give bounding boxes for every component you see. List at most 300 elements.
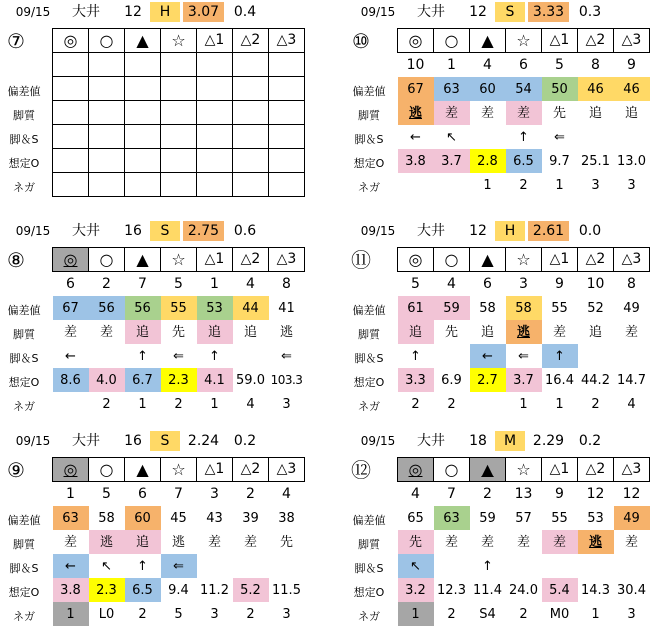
grid-cell: 追 <box>125 320 161 344</box>
pace-badge: H <box>495 221 525 241</box>
grid-cell: 9.7 <box>549 153 570 169</box>
mark-cell: ○ <box>89 29 125 53</box>
grid-cell: 1 <box>210 396 219 412</box>
grid-cell: 59.0 <box>236 372 265 388</box>
mark-cell: △1 <box>197 458 233 482</box>
row-legs-speed <box>398 125 650 149</box>
grid-cell: 58 <box>479 300 496 316</box>
grid-cell: 25.1 <box>581 153 610 169</box>
row-horse-number <box>398 53 650 78</box>
row-legs-speed <box>398 554 650 578</box>
grid-cell: ↑ <box>518 129 529 145</box>
row-label: 脚質 <box>358 328 380 341</box>
pace-badge: S <box>150 221 180 241</box>
index-value-1: 2.61 <box>528 221 569 241</box>
row-legs-speed <box>53 344 305 368</box>
grid-cell <box>197 173 233 197</box>
row-expected-odds <box>53 149 305 173</box>
row-expected-odds <box>398 368 650 392</box>
grid-cell <box>125 53 161 77</box>
grid-cell: 差 <box>552 324 566 340</box>
grid-cell: 6.5 <box>506 149 542 173</box>
row-expected-odds <box>53 578 305 602</box>
grid-cell: 2 <box>246 485 255 502</box>
row-label: 脚＆S <box>9 133 39 146</box>
grid-cell: 差 <box>63 324 77 340</box>
grid-cell: 差 <box>63 534 77 550</box>
grid-cell: 1 <box>519 396 528 412</box>
grid-cell: 9.4 <box>168 582 189 598</box>
grid-cell: 6 <box>66 275 75 292</box>
mark-cell: ◎ <box>53 29 89 53</box>
row-marks <box>53 458 305 482</box>
mark-cell: △1 <box>542 248 578 272</box>
grid-cell: L0 <box>98 606 115 622</box>
grid-cell: 差 <box>480 105 494 121</box>
grid-cell <box>89 101 125 125</box>
grid-cell: 67 <box>53 296 89 320</box>
race-panel <box>0 429 318 625</box>
race-panel <box>0 0 318 196</box>
grid-cell: 追 <box>398 320 434 344</box>
grid-cell: 逃 <box>279 324 293 340</box>
grid-cell: 103.3 <box>270 372 303 387</box>
mark-cell: △3 <box>269 248 305 272</box>
grid-cell <box>161 149 197 173</box>
track-name: 大井 <box>417 223 445 239</box>
grid-cell: 8 <box>627 275 636 292</box>
index-value-2: 0.6 <box>233 223 257 239</box>
row-running-style <box>53 530 305 554</box>
runner-count: 16 <box>124 433 142 449</box>
grid-cell: 67 <box>398 77 434 101</box>
grid-cell <box>614 344 650 368</box>
grid-cell: 3.8 <box>398 149 434 173</box>
row-deviation <box>53 296 305 320</box>
grid-cell: ↑ <box>137 558 148 574</box>
index-value-1: 2.75 <box>183 221 224 241</box>
row-expected-odds <box>398 149 650 173</box>
grid-cell: 24.0 <box>509 582 538 598</box>
grid-cell <box>89 53 125 77</box>
grid-cell: 6.7 <box>125 368 161 392</box>
race-date: 09/15 <box>15 434 51 448</box>
row-label: 偏差値 <box>352 514 386 527</box>
pace-badge: S <box>495 2 525 22</box>
grid-cell: 1 <box>447 56 456 73</box>
grid-cell: 1 <box>483 177 492 193</box>
grid-cell: 2 <box>519 606 528 622</box>
mark-cell: △2 <box>233 29 269 53</box>
race-number: ⑦ <box>7 29 25 53</box>
race-panel <box>0 219 318 415</box>
grid-cell: 追 <box>588 105 602 121</box>
grid-cell: 4 <box>246 275 255 292</box>
grid-cell <box>434 173 470 197</box>
row-negative <box>398 392 650 416</box>
grid-cell: 1 <box>398 602 434 626</box>
mark-cell: △1 <box>197 29 233 53</box>
mark-cell: ◎ <box>398 29 434 53</box>
race-panel <box>345 0 663 196</box>
grid-cell: 差 <box>99 324 113 340</box>
row-label: 偏差値 <box>7 514 41 527</box>
grid-cell: 60 <box>470 77 506 101</box>
row-deviation <box>398 296 650 320</box>
grid-cell <box>470 125 506 149</box>
grid-cell: 2 <box>483 485 492 502</box>
mark-cell: ▲ <box>470 458 506 482</box>
grid-cell: 6.9 <box>441 372 462 388</box>
grid-cell: 4 <box>627 396 636 412</box>
grid-cell: 2 <box>102 396 111 412</box>
grid-cell: 差 <box>542 530 578 554</box>
mark-cell: ○ <box>434 248 470 272</box>
pace-badge: S <box>150 431 180 451</box>
grid-cell: 39 <box>242 510 259 526</box>
grid-cell: 先 <box>552 105 566 121</box>
row-legs-speed <box>53 554 305 578</box>
grid-cell: ← <box>65 348 76 364</box>
row-label: 脚質 <box>358 538 380 551</box>
row-expected-odds <box>398 578 650 602</box>
grid-cell: 1 <box>138 396 147 412</box>
grid-cell <box>233 101 269 125</box>
mark-cell: ○ <box>89 248 125 272</box>
mark-cell: ▲ <box>470 29 506 53</box>
grid-cell <box>53 53 89 77</box>
grid-cell <box>269 554 305 578</box>
grid-cell: 1 <box>555 396 564 412</box>
row-label: 脚＆S <box>9 562 39 575</box>
grid-cell: 49 <box>614 506 650 530</box>
row-label: 想定O <box>8 157 40 170</box>
row-horse-number <box>53 53 305 77</box>
prediction-grid <box>52 28 305 197</box>
row-horse-number <box>53 482 305 507</box>
grid-cell: 1 <box>210 275 219 292</box>
grid-cell: 2 <box>174 396 183 412</box>
grid-cell: ↑ <box>209 348 220 364</box>
grid-cell: 1 <box>591 606 600 622</box>
row-label: 脚＆S <box>354 352 384 365</box>
grid-cell: 2 <box>519 177 528 193</box>
grid-cell <box>269 125 305 149</box>
grid-cell: 差 <box>480 534 494 550</box>
index-value-1: 2.29 <box>532 433 565 449</box>
mark-cell: ◎ <box>398 458 434 482</box>
runner-count: 18 <box>469 433 487 449</box>
grid-cell <box>53 77 89 101</box>
grid-cell: ⇐ <box>161 554 197 578</box>
grid-cell: 1 <box>555 177 564 193</box>
row-marks <box>398 458 650 482</box>
mark-cell: △1 <box>197 248 233 272</box>
mark-cell: △3 <box>614 248 650 272</box>
grid-cell: 6 <box>138 485 147 502</box>
grid-cell: 差 <box>516 534 530 550</box>
grid-cell: 追 <box>197 320 233 344</box>
row-label: 想定O <box>8 376 40 389</box>
row-label: 脚＆S <box>354 562 384 575</box>
row-negative <box>53 173 305 197</box>
row-expected-odds <box>53 368 305 392</box>
grid-cell: 13.0 <box>617 153 646 169</box>
grid-cell <box>161 125 197 149</box>
grid-cell: 3 <box>519 275 528 292</box>
grid-cell: 50 <box>542 77 578 101</box>
mark-cell: △2 <box>233 248 269 272</box>
grid-cell <box>269 101 305 125</box>
grid-cell: 9 <box>555 485 564 502</box>
grid-cell <box>89 125 125 149</box>
grid-cell <box>269 173 305 197</box>
mark-cell: △2 <box>578 29 614 53</box>
grid-cell <box>578 125 614 149</box>
grid-cell: 56 <box>125 296 161 320</box>
mark-cell: ☆ <box>506 248 542 272</box>
pace-badge: H <box>150 2 180 22</box>
grid-cell: 3 <box>627 177 636 193</box>
runner-count: 12 <box>469 223 487 239</box>
row-deviation <box>398 506 650 530</box>
grid-cell: 3.8 <box>53 578 89 602</box>
grid-cell: 2.8 <box>470 149 506 173</box>
grid-cell <box>269 77 305 101</box>
grid-cell: 2 <box>447 396 456 412</box>
row-label: 脚質 <box>13 109 35 122</box>
index-value-2: 0.0 <box>578 223 602 239</box>
race-header <box>345 219 663 241</box>
grid-cell: 1 <box>53 602 89 626</box>
mark-cell: ○ <box>434 458 470 482</box>
mark-cell: ▲ <box>125 458 161 482</box>
row-label: 脚質 <box>13 328 35 341</box>
row-negative <box>53 602 305 626</box>
grid-cell: 2.3 <box>89 578 125 602</box>
race-panel <box>345 429 663 625</box>
grid-cell: 9 <box>627 56 636 73</box>
grid-cell: 10 <box>586 275 605 292</box>
row-deviation <box>398 77 650 101</box>
mark-cell: △1 <box>542 458 578 482</box>
pace-badge: M <box>495 431 525 451</box>
race-header <box>0 219 318 241</box>
row-legs-speed <box>53 125 305 149</box>
mark-cell: △3 <box>269 458 305 482</box>
grid-cell <box>197 125 233 149</box>
row-marks <box>398 29 650 53</box>
track-name: 大井 <box>72 433 100 449</box>
grid-cell: 先 <box>171 324 185 340</box>
grid-cell <box>233 173 269 197</box>
grid-cell: 7 <box>138 275 147 292</box>
grid-cell <box>542 554 578 578</box>
grid-cell: 2 <box>246 606 255 622</box>
grid-cell: 4 <box>282 485 291 502</box>
grid-cell: 13 <box>514 485 533 502</box>
mark-cell: ▲ <box>125 29 161 53</box>
row-negative <box>398 173 650 197</box>
row-label: 脚＆S <box>9 352 39 365</box>
grid-cell: 1 <box>66 485 75 502</box>
grid-cell: 5 <box>102 485 111 502</box>
grid-cell: 3.3 <box>398 368 434 392</box>
grid-cell: 7 <box>174 485 183 502</box>
race-header <box>345 0 663 22</box>
grid-cell: 12 <box>622 485 641 502</box>
row-label: ネガ <box>358 610 380 623</box>
grid-cell: 3 <box>210 485 219 502</box>
grid-cell: 先 <box>279 534 293 550</box>
grid-cell: ← <box>470 344 506 368</box>
row-label: ネガ <box>358 400 380 413</box>
row-label: 想定O <box>8 586 40 599</box>
grid-cell: 61 <box>398 296 434 320</box>
race-date: 09/15 <box>360 5 396 19</box>
track-name: 大井 <box>72 4 100 20</box>
grid-cell: 8.6 <box>53 368 89 392</box>
race-number: ⑪ <box>351 248 371 272</box>
grid-cell: 9 <box>555 275 564 292</box>
grid-cell: 38 <box>278 510 295 526</box>
mark-cell: ☆ <box>161 29 197 53</box>
grid-cell: ⇐ <box>554 129 565 145</box>
row-running-style <box>398 320 650 344</box>
row-label: 想定O <box>353 376 385 389</box>
grid-cell: 55 <box>551 300 568 316</box>
grid-cell <box>269 53 305 77</box>
grid-cell: 2 <box>102 275 111 292</box>
grid-cell: 3 <box>627 606 636 622</box>
grid-cell: 5 <box>174 275 183 292</box>
index-value-2: 0.3 <box>578 4 602 20</box>
grid-cell: 8 <box>591 56 600 73</box>
grid-cell: 3 <box>210 606 219 622</box>
grid-cell <box>125 149 161 173</box>
grid-cell: ⇐ <box>518 348 529 364</box>
grid-cell <box>233 53 269 77</box>
grid-cell <box>470 392 506 416</box>
index-value-2: 0.4 <box>233 4 257 20</box>
mark-cell: △3 <box>614 458 650 482</box>
grid-cell <box>578 554 614 578</box>
grid-cell: 58 <box>506 296 542 320</box>
grid-cell <box>53 392 89 416</box>
grid-cell <box>89 149 125 173</box>
grid-cell: 3 <box>282 606 291 622</box>
grid-cell: 5 <box>555 56 564 73</box>
grid-cell: 3 <box>282 396 291 412</box>
grid-cell: 45 <box>170 510 187 526</box>
mark-cell: △3 <box>614 29 650 53</box>
grid-cell <box>53 173 89 197</box>
row-deviation <box>53 77 305 101</box>
grid-cell: 63 <box>434 506 470 530</box>
grid-cell: 44 <box>233 296 269 320</box>
runner-count: 12 <box>124 4 142 20</box>
row-horse-number <box>398 482 650 507</box>
grid-cell: M0 <box>549 606 570 622</box>
grid-cell: S4 <box>479 606 496 622</box>
grid-cell <box>197 101 233 125</box>
mark-cell: △2 <box>233 458 269 482</box>
grid-cell: ← <box>410 129 421 145</box>
grid-cell: 3.7 <box>506 368 542 392</box>
row-running-style <box>53 101 305 125</box>
race-date: 09/15 <box>15 224 51 238</box>
grid-cell: 逃 <box>506 320 542 344</box>
grid-cell: ↑ <box>137 348 148 364</box>
grid-cell <box>161 53 197 77</box>
row-label: 脚質 <box>358 109 380 122</box>
grid-cell: 43 <box>206 510 223 526</box>
row-label: 偏差値 <box>352 304 386 317</box>
grid-cell: 4 <box>246 396 255 412</box>
grid-cell <box>578 344 614 368</box>
grid-cell <box>53 149 89 173</box>
grid-cell: 65 <box>407 510 424 526</box>
mark-cell: △1 <box>542 29 578 53</box>
grid-cell: 逃 <box>398 101 434 125</box>
grid-cell: 差 <box>506 101 542 125</box>
grid-cell: 53 <box>587 510 604 526</box>
mark-cell: ☆ <box>161 458 197 482</box>
grid-cell: 59 <box>479 510 496 526</box>
grid-cell <box>269 149 305 173</box>
race-date: 09/15 <box>360 224 396 238</box>
track-name: 大井 <box>72 223 100 239</box>
grid-cell: 11.5 <box>272 582 301 598</box>
grid-cell: ↖ <box>398 554 434 578</box>
grid-cell <box>161 77 197 101</box>
grid-cell: 6 <box>483 275 492 292</box>
grid-cell: ↖ <box>101 558 112 574</box>
grid-cell: 56 <box>89 296 125 320</box>
mark-cell: ▲ <box>125 248 161 272</box>
grid-cell: 16.4 <box>545 372 574 388</box>
grid-cell: 逃 <box>171 534 185 550</box>
grid-cell: 2.7 <box>470 368 506 392</box>
grid-cell: 6 <box>519 56 528 73</box>
grid-cell: 5.4 <box>542 578 578 602</box>
row-label: 脚質 <box>13 538 35 551</box>
prediction-grid <box>397 28 650 197</box>
grid-cell: 4 <box>447 275 456 292</box>
grid-cell <box>197 77 233 101</box>
grid-cell: 先 <box>444 324 458 340</box>
race-number: ⑨ <box>7 458 25 482</box>
grid-cell: 14.7 <box>617 372 646 388</box>
index-value-1: 3.33 <box>528 2 569 22</box>
grid-cell: 差 <box>243 534 257 550</box>
row-running-style <box>53 320 305 344</box>
mark-cell: ◎ <box>398 248 434 272</box>
row-label: 偏差値 <box>7 85 41 98</box>
row-label: 想定O <box>353 586 385 599</box>
grid-cell: 12 <box>586 485 605 502</box>
grid-cell: 追 <box>125 530 161 554</box>
row-negative <box>398 602 650 626</box>
grid-cell: 8 <box>282 275 291 292</box>
grid-cell: 差 <box>444 534 458 550</box>
grid-cell: 4.1 <box>197 368 233 392</box>
grid-cell: 6.5 <box>125 578 161 602</box>
grid-cell <box>53 101 89 125</box>
grid-cell: 12.3 <box>437 582 466 598</box>
row-marks <box>53 29 305 53</box>
grid-cell: 4 <box>411 485 420 502</box>
